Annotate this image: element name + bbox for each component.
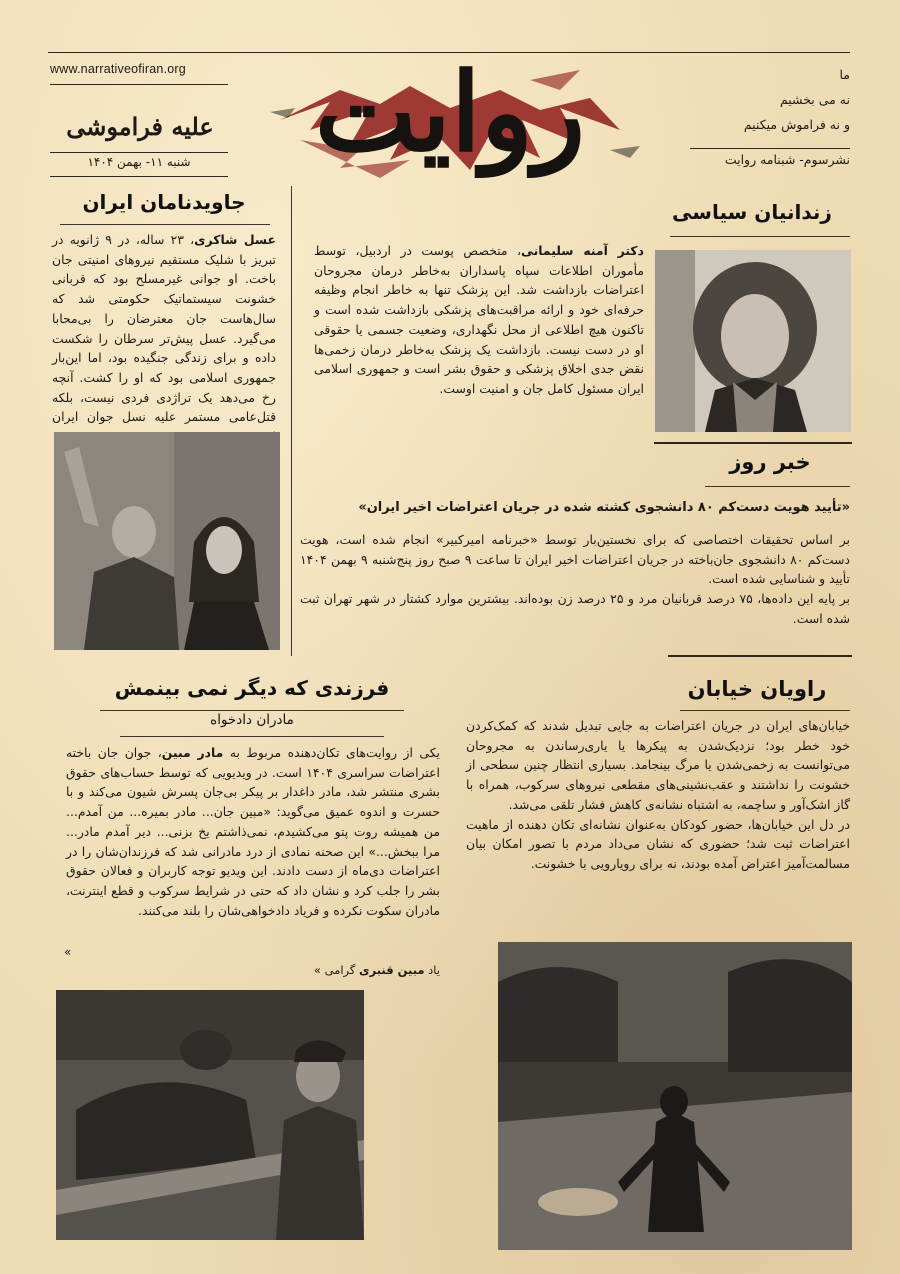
news-article [300, 530, 850, 629]
street-title-rule [680, 710, 850, 711]
tagline-against-forgetting: علیه فراموشی [66, 112, 214, 141]
news-paragraph-1: بر اساس تحقیقات اختصاصی که برای نخستین‌بار توسط «خبرنامه امیرکبیر» انجام شده است، هویت دست‌کم ۸۰ دانشجوی جان‌باخته در جریان اعتراضات اخیر ایران تا ساعت ۹ صبح روز پنج‌شنبه ۹ بهمن ۱۴۰۴ تأیید و شناسایی شده است. [300, 532, 850, 587]
mothers-body-a: یکی از روایت‌های تکان‌دهنده مربوط به [223, 745, 440, 760]
street-paragraph-2: در دل این خیابان‌ها، حضور کودکان به‌عنوان نشانه‌ای تکان دهنده از ماهیت اعتراضات ثبت شد؛ حضوری که نشان می‌داد مردم با تصور امکان بیان مسالمت‌آمیز اعتراض آمده بودند، نه برای رویارویی با خشونت. [466, 816, 850, 871]
news-title: خبر روز [729, 450, 811, 474]
street-title: راویان خیابان [687, 677, 827, 701]
portrait-photo-icon [655, 250, 851, 432]
mothers-name: مادر مبین [161, 745, 224, 760]
street-paragraph-1: خیابان‌های ایران در جریان اعتراضات به جایی تبدیل شدند که کمک‌کردن خود خطر بود؛ نزدیک‌شدن به پیکرها یا یاری‌رساندن به مجروحان می‌توانست به زخمی‌شدن یا مرگ بینجامد. بسیاری انتظار چنین سطحی از خشونت را نداشتند و عقب‌نشینی‌های مقطعی نیروهای سرکوب، همراه با گاز اشک‌آور و ساچمه، به اشتباه نشانه‌ی کاهش فشار تلقی می‌شد. [466, 718, 850, 812]
motto-line-1: ما [839, 67, 850, 82]
left-masthead-rule [50, 84, 228, 85]
mothers-subtitle: مادران دادخواه [210, 712, 294, 728]
news-title-rule [705, 486, 850, 487]
motto [690, 62, 850, 137]
prisoners-body: ، متخصص پوست در اردبیل، توسط مأموران اطلاعات سپاه پاسداران به‌خاطر درمان مجروحان اعتراضات بازداشت شد. این پزشک تنها به خاطر انجام وظیفه حرفه‌ای خود و ارائه مراقبت‌های پزشکی بازداشت شده است و تاکنون هیچ اطلاعی از محل نگهداری، وضعیت جسمی یا حقوقی او در دست نیست. بازداشت یک پزشک به‌خاطر درمان زخمی‌ها نقض جدی اخلاق پزشکی و حقوق بشر است و جمهوری اسلامی ایران مسئول کامل جان و امنیت اوست. [314, 243, 644, 396]
motto-line-2: نه می بخشیم [779, 92, 850, 107]
prisoners-photo [655, 250, 851, 432]
prisoners-title-rule [670, 236, 850, 237]
mothers-article [66, 743, 440, 920]
immortals-photo [54, 432, 280, 650]
street-photo [498, 942, 852, 1250]
date-rule-bottom [50, 176, 228, 177]
motto-line-3: و نه فراموش میکنیم [743, 117, 850, 132]
memorial-a: یاد [424, 963, 440, 977]
immortals-article [52, 230, 276, 447]
immortals-body: ، ۲۳ ساله، در ۹ ژانویه در تبریز با شلیک مستقیم نیروهای امنیتی جان باخت. او جوانی غیرمسلح بود که قربانی خشونت سیستماتیک حکومتی شد که سال‌هاست جان معترضان را بی‌محابا می‌گیرد. عسل پیش‌تر سرطان را شکست داده و برای زندگی جنگیده بود، اما این‌بار جمهوری اسلامی بود که او را کشت. آنچه رخ می‌دهد یک تراژدی فردی نیست، بلکه قتل‌عامی مستمر علیه نسل جوان ایران [52, 232, 276, 425]
street-article [466, 716, 850, 874]
street-protest-photo-icon [498, 942, 852, 1250]
immortals-name: عسل شاکری [194, 232, 276, 247]
quote-mark: « [64, 945, 72, 959]
logo-wordmark: روایت [314, 50, 586, 176]
news-top-rule [654, 442, 852, 444]
portrait-photo-icon [54, 432, 280, 650]
immortals-title-rule [60, 224, 270, 225]
issue-date: شنبه ۱۱- بهمن ۱۴۰۴ [87, 155, 191, 169]
right-masthead-rule [690, 148, 850, 149]
date-rule-top [50, 152, 228, 153]
immortals-title: جاویدنامان ایران [82, 190, 246, 214]
mothers-body-b: ، جوان جان باخته اعتراضات سراسری ۱۴۰۴ است. در ویدیویی که توسط حساب‌های حقوق بشری منتشر شد، مادر داغدار بر پیکر بی‌جان پسرش شیون می‌کند و با حسرت و اندوه عمیق می‌گوید: «مبین جان... مادر بمیره... من آمدم... من همیشه روت پتو می‌کشیدم، نمی‌ذاشتم یخ بزنی... دیر آمدم مادر... مرا ببخش...» این صحنه نمادی از درد مادرانی شد که فرزندان‌شان را در اعتراضات دی‌ماه از دست دادند. این ویدیو توجه کاربران و فعالان حقوق بشر را جلب کرد و نشان داد که حتی در شرایط سرکوب و قطع اینترنت، مادران سکوت نکرده و فریاد دادخواهی‌شان را بلند می‌کنند. [66, 745, 440, 918]
prisoners-name: دکتر آمنه سلیمانی [521, 243, 644, 258]
logo [240, 50, 660, 190]
issue-info: نشرسوم- شبنامه روایت [724, 152, 850, 167]
prisoners-article [314, 241, 644, 399]
mothers-photo [56, 990, 364, 1240]
prisoners-title: زندانیان سیاسی [672, 200, 832, 224]
website-url[interactable]: www.narrativeofiran.org [50, 62, 186, 76]
news-paragraph-2: بر پایه این داده‌ها، ۷۵ درصد قربانیان مرد و ۲۵ درصد زن بوده‌اند. بیشترین موارد کشتار در شهر تهران ثبت شده است. [300, 591, 850, 626]
section-separator [668, 655, 852, 657]
memorial-b: گرامی » [313, 963, 360, 977]
street-grief-photo-icon [56, 990, 364, 1240]
news-headline: «تأیید هویت دست‌کم ۸۰ دانشجوی کشته شده در جریان اعتراضات اخیر ایران» [358, 500, 850, 515]
mothers-title: فرزندی که دیگر نمی بینمش [114, 676, 390, 700]
mothers-title-rule [100, 710, 404, 711]
memorial-line [300, 963, 440, 977]
memorial-name: مبین قنبری [359, 963, 425, 977]
mothers-subtitle-rule [120, 736, 384, 737]
column-separator [291, 186, 292, 656]
